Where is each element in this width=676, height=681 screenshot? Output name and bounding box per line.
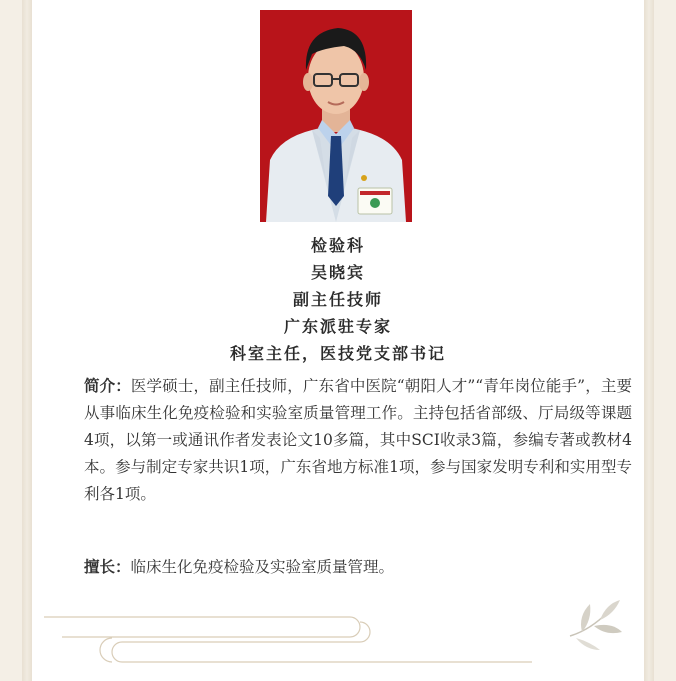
frame-right-bar: [644, 0, 654, 681]
doctor-name: 吴晓宾: [310, 263, 365, 282]
doctor-role: 广东派驻专家: [283, 317, 392, 336]
profile-card: [32, 0, 644, 681]
department-heading: 检验科: [310, 236, 365, 255]
specialty-text: 临床生化免疫检验及实验室质量管理。: [130, 558, 395, 576]
doctor-position: 科室主任，医技党支部书记: [229, 344, 446, 363]
decorative-lines: [32, 600, 644, 670]
frame-left-bar: [22, 0, 32, 681]
intro-text: 医学硕士，副主任技师，广东省中医院“朝阳人才”“青年岗位能手”，主要从事临床生化免疫检验和实验室质量管理工作。主持包括省部级、厅局级等课题4项，以第一或通讯作者发表论文10多篇，其中SCI收录3篇，参编专著或教材4本。参与制定专家共识1项，广东省地方标准1项，参与国家发明专利和实用型专利各1项。: [84, 377, 632, 503]
specialty-paragraph: [44, 553, 632, 581]
specialty-label: 擅长：: [84, 557, 131, 576]
doctor-portrait: [260, 10, 412, 222]
bamboo-leaf-decoration: [560, 592, 632, 652]
intro-paragraph: [44, 372, 632, 508]
doctor-title: 副主任技师: [292, 290, 383, 309]
intro-label: 简介：: [84, 376, 131, 395]
